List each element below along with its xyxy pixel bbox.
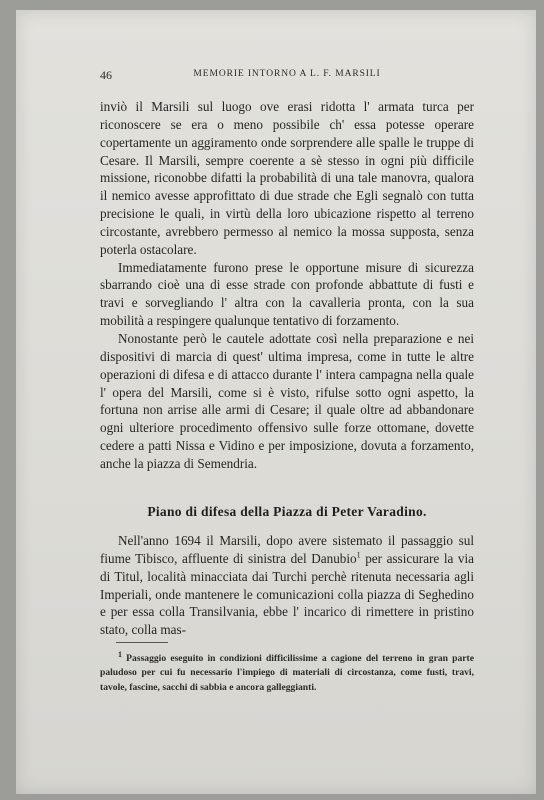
running-head bbox=[100, 68, 474, 86]
page-number: 46 bbox=[100, 68, 112, 82]
footnote-reference: 1 bbox=[356, 550, 361, 560]
paragraph: Immediatamente furono prese le opportune misure di sicurezza sbarrando cioè una di esse strade con profonde abbattute di fusti e travi e sorvegliando l' altra con la cavalleria pronta, con la sua mobilità a respingere qualunque tentativo di forzamento. bbox=[100, 259, 474, 329]
paragraph-continuation: inviò il Marsili sul luogo ove erasi ridotta l' armata turca per riconoscere se era o meno possibile ch' essa potesse operare copertamente un aggiramento onde sorprendere alle spalle le truppe di Cesare. Il Marsili, sempre coerente a sè stesso in ogni più difficile missione, riconobbe difatti la probabilità di una tale manovra, qualora il nemico avesse approfittato di due strade che Egli segnalò con tutta precisione le quali, in virtù della loro ubicazione rispetto al terreno circostante, avrebbero permesso al nemico la mossa supposta, senza poterla ostacolare. bbox=[100, 99, 474, 257]
footnote-marker: 1 bbox=[118, 649, 122, 659]
paragraph-text-after-note: per assicurare la via di Titul, località minacciata dai Turchi perchè ritenuta necessaria agli Imperiali, onde mantenere le comunicazioni colla piazza di Seghedino e per essa colla Transilvania, ebbe l' incarico di rimettere in pristino stato, colla mas- bbox=[100, 550, 474, 638]
footnote-rule bbox=[116, 642, 168, 643]
running-title: MEMORIE INTORNO A L. F. MARSILI bbox=[193, 69, 381, 79]
paragraph: Nonostante però le cautele adottate così nella preparazione e nei dispositivi di marcia di quest' ultima impresa, come in tutte le altre operazioni di difesa e di attacco durante l' intera campagna nella quale l' opera del Marsili, come si è visto, rifulse sotto ogni aspetto, la fortuna non arrise alle armi di Cesare; il quale oltre ad abbandonare ogni ulteriore procedimento offensivo sulle forze ottomane, dovette cedere a patti Nissa e Vidino e per imposizione, dovuta a forzamento, anche la piazza di Semendria. bbox=[100, 330, 474, 471]
book-page bbox=[16, 10, 536, 794]
footnote-paragraph bbox=[100, 649, 474, 695]
body-text bbox=[100, 98, 474, 473]
section-text bbox=[100, 532, 474, 639]
footnote bbox=[100, 649, 474, 695]
section-heading: Piano di difesa della Piazza di Peter Varadino. bbox=[147, 504, 427, 519]
footnote-text: Passaggio eseguito in condizioni difficilissime a cagione del terreno in gran parte paludoso per cui fu necessario l'impiego di materiali di circostanza, come fusti, travi, tavole, fascine, sacchi di sabbia e ancora galleggianti. bbox=[100, 653, 474, 693]
paragraph bbox=[100, 532, 474, 639]
paragraph-text-before-note: Nell'anno 1694 il Marsili, dopo avere sistemato il passaggio sul fiume Tibisco, affluente di sinistra del Danubio bbox=[100, 533, 474, 566]
